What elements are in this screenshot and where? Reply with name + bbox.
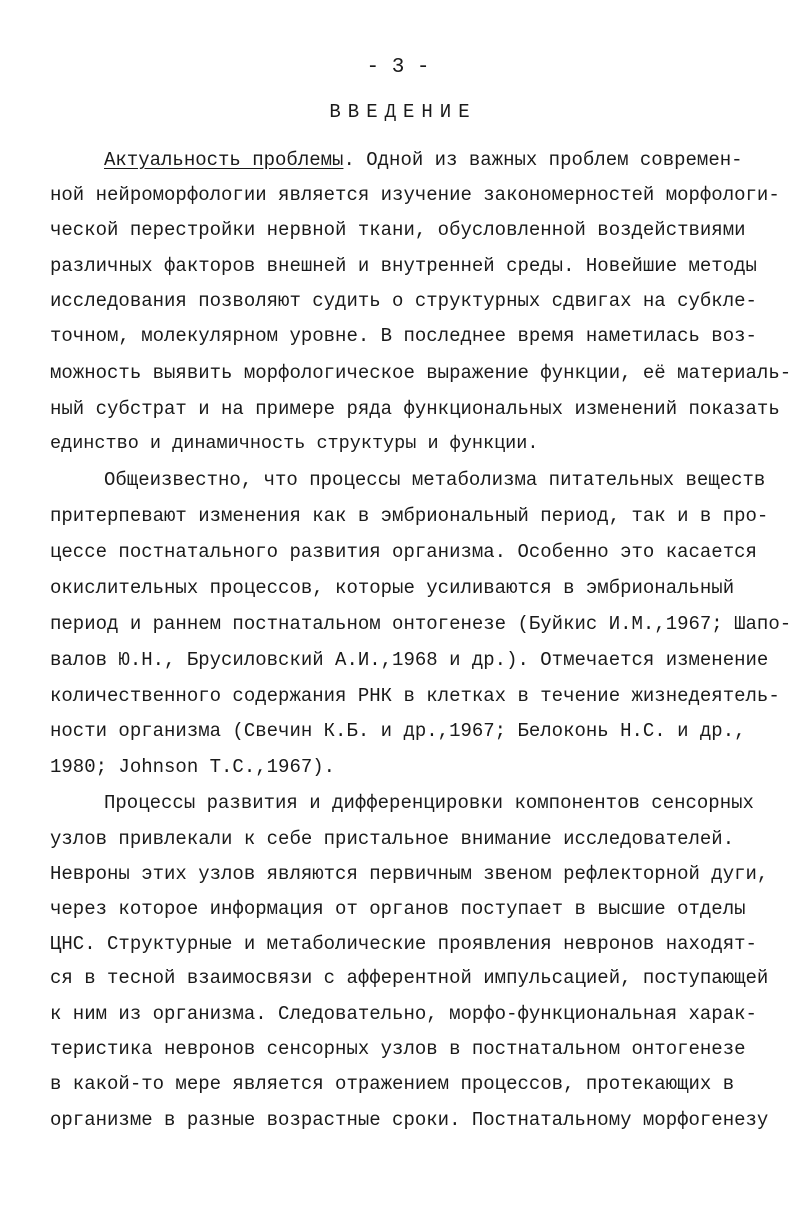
text-line: ной нейроморфологии является изучение закономерностей морфологи- [50,184,780,206]
text-line: количественного содержания РНК в клетках в течение жизнедеятель- [50,685,780,707]
text-line: период и раннем постнатальном онтогенезе (Буйкис И.М.,1967; Шапо- [50,613,792,635]
text-line [104,148,743,172]
page-number: - 3 - [366,56,430,79]
text-line: ный субстрат и на примере ряда функциональных изменений показать [50,398,780,420]
text-line: узлов привлекали к себе пристальное внимание исследователей. [50,828,735,850]
text-line: ся в тесной взаимосвязи с афферентной импульсацией, поступающей [50,967,769,989]
text-line: теристика невронов сенсорных узлов в постнатальном онтогенезе [50,1038,746,1060]
text-line: цессе постнатального развития организма. Особенно это касается [50,541,757,563]
text-line-tail: . Одной из важных проблем современ- [343,149,743,171]
text-line: валов Ю.Н., Брусиловский А.И.,1968 и др.). Отмечается изменение [50,649,769,671]
text-line: Общеизвестно, что процессы метаболизма питательных веществ [104,469,766,491]
text-line: можность выявить морфологическое выражение функции, её материаль- [50,362,792,384]
text-line: 1980; Johnson T.C.,1967). [50,756,336,778]
text-line: точном, молекулярном уровне. В последнее время наметилась воз- [50,325,757,347]
section-heading: ВВЕДЕНИЕ [329,101,477,123]
text-line: к ним из организма. Следовательно, морфо-функциональная харак- [50,1003,757,1025]
text-line: ности организма (Свечин К.Б. и др.,1967; Белоконь Н.С. и др., [50,720,746,742]
text-line: ческой перестройки нервной ткани, обусловленной воздействиями [50,219,746,241]
text-line: в какой-то мере является отражением процессов, протекающих в [50,1073,735,1095]
text-line: различных факторов внешней и внутренней среды. Новейшие методы [50,255,757,277]
text-line: ЦНС. Структурные и метаболические проявления невронов находят- [50,933,757,955]
text-line: Процессы развития и дифференцировки компонентов сенсорных [104,792,754,814]
text-line: через которое информация от органов поступает в высшие отделы [50,898,746,920]
text-line: окислительных процессов, которые усиливаются в эмбриональный [50,577,735,599]
text-line: единство и динамичность структуры и функции. [50,433,539,454]
text-line: исследования позволяют судить о структурных сдвигах на субкле- [50,290,757,312]
text-line: притерпевают изменения как в эмбриональный период, так и в про- [50,505,769,527]
topic-title: Актуальность проблемы [104,149,344,171]
text-line: Невроны этих узлов являются первичным звеном рефлекторной дуги, [50,863,769,885]
text-line: организме в разные возрастные сроки. Постнатальному морфогенезу [50,1109,769,1131]
